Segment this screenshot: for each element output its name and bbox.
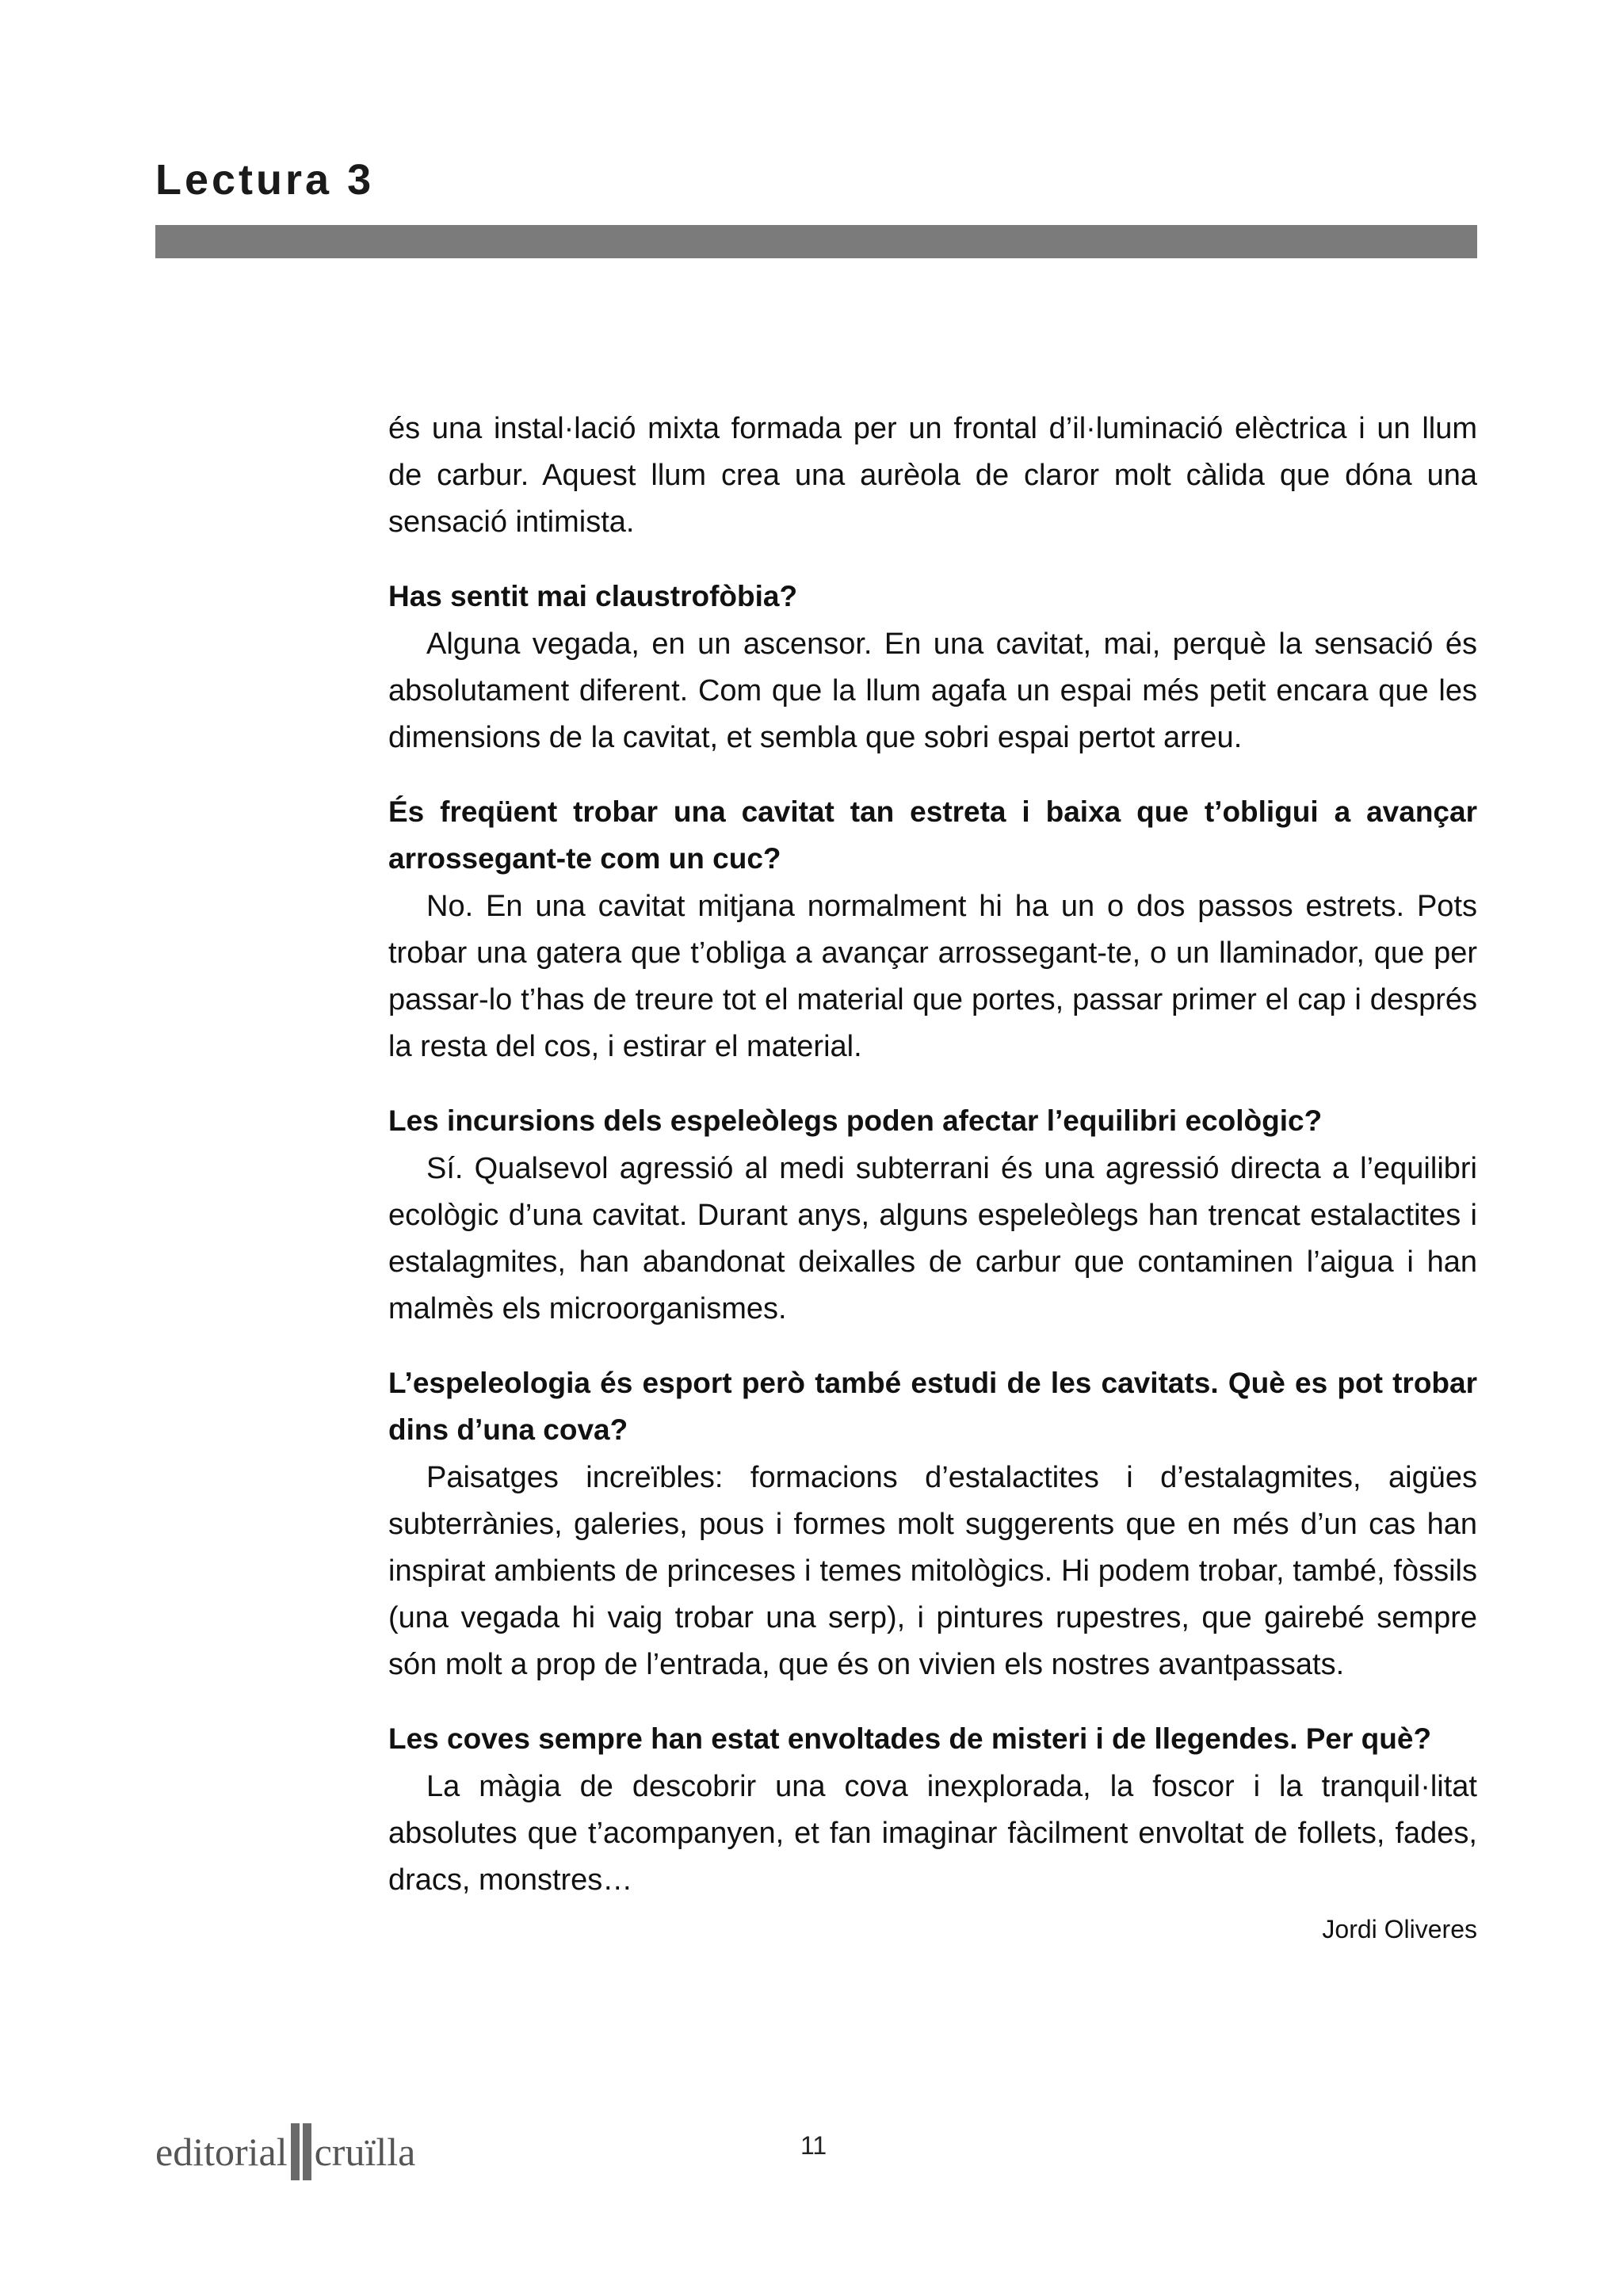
answer-5: La màgia de descobrir una cova inexplorada, la foscor i la tranquil·litat absolutes que t’acompanyen, et fan imaginar fàcilment envoltat de follets, fades, dracs, monstres…	[388, 1770, 1477, 1897]
answer-3: Sí. Qualsevol agressió al medi subterrani és una agressió directa a l’equilibri ecològic d’una cavitat. Durant anys, alguns espeleòlegs han trencat estalactites i estalagmites, han abandonat deixalles de carbur que contaminen l’aigua i han malmès els microorganismes.	[388, 1152, 1477, 1325]
answer-1: Alguna vegada, en un ascensor. En una cavitat, mai, perquè la sensació és absolutament diferent. Com que la llum agafa un espai més petit encara que les dimensions de la cavitat, et sembla que sobri espai pertot arreu.	[388, 627, 1477, 754]
title-rule	[155, 225, 1477, 258]
publisher-logo	[155, 2120, 415, 2183]
opening-paragraph: és una instal·lació mixta formada per un frontal d’il·luminació elèctrica i un llum de carbur. Aquest llum crea una aurèola de claror molt càlida que dóna una sensació intimista.	[388, 412, 1477, 539]
page-title: Lectura 3	[155, 156, 375, 204]
answer-2: No. En una cavitat mitjana normalment hi ha un o dos passos estrets. Pots trobar una gatera que t’obliga a avançar arrossegant-te, o un llaminador, que per passar-lo t’has de treure tot el material que portes, passar primer el cap i després la resta del cos, i estirar el material.	[388, 890, 1477, 1063]
question-3: Les incursions dels espeleòlegs poden afectar l’equilibri ecològic?	[388, 1104, 1323, 1137]
question-4: L’espeleologia és esport però també estudi de les cavitats. Què es pot trobar dins d’una cova?	[388, 1367, 1477, 1446]
article-body	[388, 406, 1477, 1945]
question-1: Has sentit mai claustrofòbia?	[388, 580, 798, 612]
page-number: 11	[800, 2131, 827, 2160]
question-2: És freqüent trobar una cavitat tan estreta i baixa que t’obligui a avançar arrossegant-te com un cuc?	[388, 795, 1477, 875]
logo-text-cruilla: cruïlla	[314, 2130, 416, 2174]
author-credit: Jordi Oliveres	[1322, 1915, 1477, 1943]
logo-text-editorial: editorial	[155, 2130, 288, 2174]
question-5: Les coves sempre han estat envoltades de misteri i de llegendes. Per què?	[388, 1722, 1432, 1755]
logo-cross-mark-icon	[291, 2123, 311, 2180]
answer-4: Paisatges increïbles: formacions d’estalactites i d’estalagmites, aigües subterrànies, galeries, pous i formes molt suggerents que en més d’un cas han inspirat ambients de princeses i temes mitològics. Hi podem trobar, també, fòssils (una vegada hi vaig trobar una serp), i pintures rupestres, que gairebé sempre són molt a prop de l’entrada, que és on vivien els nostres avantpassats.	[388, 1461, 1477, 1681]
